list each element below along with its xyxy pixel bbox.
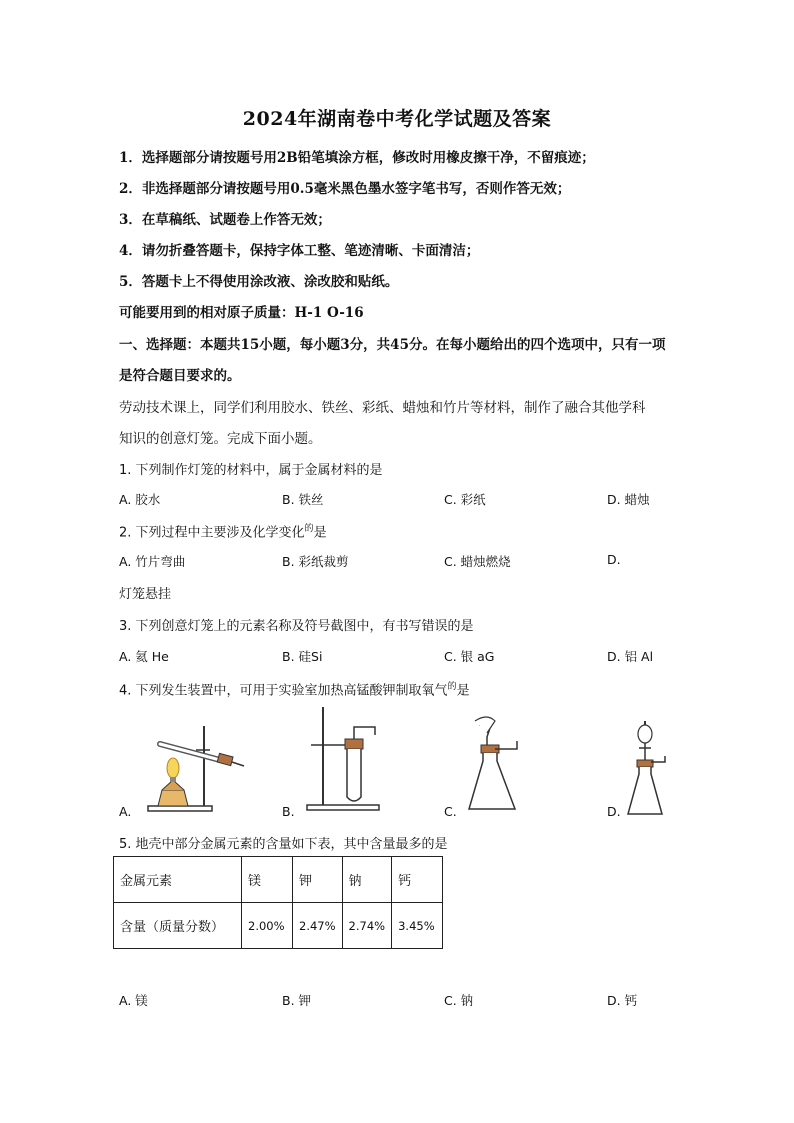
section-heading-line2: 是符合题目要求的。	[119, 368, 241, 384]
q4-stem	[119, 679, 470, 698]
table-cell: 2.47%	[293, 903, 343, 949]
table-header-cell: 钠	[342, 857, 392, 903]
q1-stem: 1. 下列制作灯笼的材料中，属于金属材料的是	[119, 463, 383, 478]
apparatus-a-heating-tube-icon	[140, 720, 250, 815]
q4-stem-text: 4. 下列发生装置中，可用于实验室加热高锰酸钾制取氧气	[119, 683, 448, 699]
q4-stem-sup: 的	[447, 682, 457, 692]
apparatus-d-flask-sepfunnel-icon	[625, 718, 670, 818]
table-header-cell: 钾	[293, 857, 343, 903]
q3-option-b: B. 硅Si	[282, 649, 323, 664]
q3-option-d: D. 铝 Al	[607, 649, 654, 664]
q4-stem-end: 是	[456, 683, 470, 699]
apparatus-b-stand-tube-icon	[305, 705, 385, 815]
q3-option-a: A. 氦 He	[119, 649, 169, 664]
intro-line1: 劳动技术课上，同学们利用胶水、铁丝、彩纸、蜡烛和竹片等材料，制作了融合其他学科	[119, 400, 646, 416]
instruction-4: 4．请勿折叠答题卡，保持字体工整、笔迹清晰、卡面清洁；	[119, 243, 480, 259]
table-cell: 2.74%	[342, 903, 392, 949]
page-title: 2024年湖南卷中考化学试题及答案	[242, 108, 552, 130]
apparatus-c-flask-funnel-icon	[465, 715, 525, 815]
q2-stem-end: 是	[313, 525, 327, 541]
instruction-1: 1．选择题部分请按题号用2B铅笔填涂方框，修改时用橡皮擦干净，不留痕迹；	[119, 150, 595, 166]
q5-option-a: A. 镁	[119, 993, 148, 1008]
q3-option-c: C. 银 aG	[444, 649, 495, 664]
q2-option-d-text: 灯笼悬挂	[119, 587, 172, 602]
table-row	[114, 903, 443, 949]
q5-option-d: D. 钙	[607, 993, 638, 1008]
q1-option-a: A. 胶水	[119, 492, 161, 507]
q1-option-c: C. 彩纸	[444, 492, 486, 507]
intro-line2: 知识的创意灯笼。完成下面小题。	[119, 431, 322, 447]
q3-stem: 3. 下列创意灯笼上的元素名称及符号截图中，有书写错误的是	[119, 619, 474, 634]
q1-option-b: B. 铁丝	[282, 492, 324, 507]
table-header-cell: 钙	[392, 857, 443, 903]
instruction-3: 3．在草稿纸、试题卷上作答无效；	[119, 212, 331, 228]
table-header-row	[114, 857, 443, 903]
table-cell: 2.00%	[242, 903, 293, 949]
table-header-cell: 金属元素	[114, 857, 242, 903]
q2-stem-sup: 的	[304, 524, 314, 534]
q4-option-a: A.	[119, 804, 132, 819]
q4-option-d: D.	[607, 804, 621, 819]
q2-stem-text: 2. 下列过程中主要涉及化学变化	[119, 525, 305, 541]
q2-option-d: D.	[607, 552, 621, 567]
q5-option-c: C. 钠	[444, 993, 474, 1008]
instruction-5: 5．答题卡上不得使用涂改液、涂改胶和贴纸。	[119, 274, 399, 290]
q4-option-b: B.	[282, 804, 295, 819]
table-header-cell: 镁	[242, 857, 293, 903]
q2-option-c: C. 蜡烛燃烧	[444, 554, 511, 569]
metal-content-table	[113, 856, 443, 949]
atomic-mass-note: 可能要用到的相对原子质量：H-1 O-16	[119, 305, 364, 321]
q2-stem	[119, 521, 327, 540]
q5-option-b: B. 钾	[282, 993, 312, 1008]
table-row-label: 含量（质量分数）	[114, 903, 242, 949]
q1-option-d: D. 蜡烛	[607, 492, 650, 507]
q4-option-c: C.	[444, 804, 457, 819]
q2-option-b: B. 彩纸裁剪	[282, 554, 349, 569]
instruction-2: 2．非选择题部分请按题号用0.5毫米黑色墨水签字笔书写，否则作答无效；	[119, 181, 571, 197]
section-heading-line1: 一、选择题：本题共15小题，每小题3分，共45分。在每小题给出的四个选项中，只有一项	[119, 337, 666, 353]
table-cell: 3.45%	[392, 903, 443, 949]
q5-stem: 5. 地壳中部分金属元素的含量如下表，其中含量最多的是	[119, 837, 448, 852]
q2-option-a: A. 竹片弯曲	[119, 554, 186, 569]
